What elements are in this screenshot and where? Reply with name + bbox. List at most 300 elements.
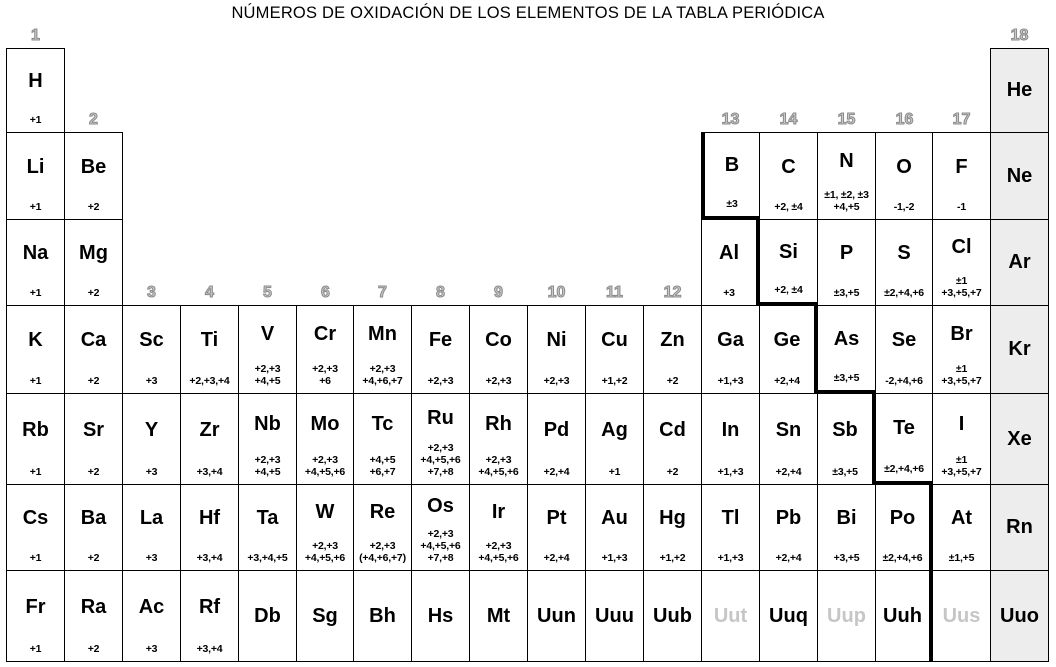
element-cell-mt <box>469 570 528 662</box>
element-cell-pb <box>759 484 818 571</box>
group-label-16: 16 <box>895 111 914 128</box>
oxidation-line: +2,+4 <box>543 466 570 478</box>
oxidation-line: +3,+4,+5 <box>247 552 288 564</box>
oxidation-line: +4,+5,+6 <box>420 540 461 552</box>
oxidation-states <box>776 466 802 484</box>
element-symbol: Db <box>254 604 281 627</box>
oxidation-states <box>478 454 518 484</box>
oxidation-states <box>894 201 915 219</box>
element-cell-ag <box>585 393 644 485</box>
oxidation-line: +1,+3 <box>717 552 744 564</box>
oxidation-states <box>478 540 518 570</box>
oxidation-states <box>667 466 679 484</box>
element-cell-zr <box>180 393 239 485</box>
element-cell-c <box>759 132 818 220</box>
oxidation-states <box>884 463 924 481</box>
oxidation-states <box>146 375 158 393</box>
element-cell-uup <box>817 570 876 662</box>
element-cell-ac <box>122 570 181 662</box>
element-symbol: I <box>958 412 965 435</box>
element-symbol: Cu <box>601 329 628 351</box>
group-label-10: 10 <box>547 284 566 301</box>
group-label-5: 5 <box>263 284 272 301</box>
element-cell-ni <box>527 305 586 394</box>
oxidation-states <box>428 375 454 393</box>
oxidation-line: +1 <box>608 466 621 478</box>
oxidation-line: +1,+2 <box>659 552 686 564</box>
oxidation-line: +2,+4 <box>774 375 800 387</box>
oxidation-line: +2 <box>87 552 100 564</box>
element-symbol: Uuh <box>883 604 922 627</box>
oxidation-line: +2,+3 <box>312 363 338 375</box>
oxidation-states <box>420 442 460 484</box>
oxidation-states <box>885 375 923 393</box>
element-symbol: Sr <box>82 418 105 441</box>
element-symbol: O <box>896 155 912 178</box>
element-symbol: Uuo <box>1000 604 1039 627</box>
element-cell-uuo <box>990 570 1049 662</box>
element-symbol: Zn <box>660 329 685 351</box>
oxidation-states <box>146 466 158 484</box>
element-cell-be <box>64 132 123 220</box>
oxidation-line: +1,+3 <box>601 552 628 564</box>
oxidation-line: (+4,+6,+7) <box>359 552 406 564</box>
oxidation-states <box>834 372 860 390</box>
oxidation-states <box>30 552 42 570</box>
element-cell-re <box>353 484 412 571</box>
element-cell-al <box>701 219 760 306</box>
oxidation-line: +2 <box>87 287 100 299</box>
oxidation-line: +1,+3 <box>717 375 744 387</box>
oxidation-line: +2 <box>87 375 100 387</box>
element-symbol: Cs <box>22 507 49 529</box>
oxidation-line: +4,+5,+6 <box>478 552 519 564</box>
oxidation-states <box>832 466 858 484</box>
element-symbol: Na <box>22 242 49 264</box>
element-symbol: Ra <box>80 595 107 618</box>
element-symbol: Uut <box>713 604 748 627</box>
oxidation-line: +2,+3 <box>543 375 570 387</box>
oxidation-line: +2,+3 <box>427 528 454 540</box>
group-label-9: 9 <box>494 284 503 301</box>
element-symbol: Co <box>485 329 512 351</box>
group-label-3: 3 <box>147 284 156 301</box>
element-cell-i <box>932 393 991 485</box>
element-symbol: Ne <box>1006 164 1033 187</box>
element-cell-tl <box>701 484 760 571</box>
element-symbol: C <box>781 155 796 178</box>
oxidation-states <box>88 643 100 661</box>
element-cell-hf <box>180 484 239 571</box>
element-symbol: Nb <box>254 412 281 435</box>
oxidation-line: ±1 <box>955 275 968 287</box>
oxidation-states <box>30 466 42 484</box>
element-cell-mn <box>353 305 412 394</box>
element-cell-as <box>817 305 876 394</box>
oxidation-line: -1,-2 <box>893 201 915 213</box>
element-symbol: W <box>315 501 335 523</box>
element-symbol: La <box>139 507 164 529</box>
oxidation-states <box>718 375 744 393</box>
element-symbol: Zr <box>199 418 220 441</box>
oxidation-states <box>544 375 570 393</box>
group-label-13: 13 <box>721 111 740 128</box>
oxidation-line: +2,+3 <box>369 540 396 552</box>
element-symbol: Fe <box>428 329 453 351</box>
oxidation-line: +2,+4 <box>543 552 570 564</box>
oxidation-line: +2 <box>87 201 100 213</box>
element-symbol: Pb <box>775 507 802 529</box>
element-cell-cu <box>585 305 644 394</box>
element-cell-bh <box>353 570 412 662</box>
element-cell-v <box>238 305 297 394</box>
oxidation-line: +4,+5,+6 <box>304 466 346 478</box>
element-symbol: Fr <box>25 595 46 618</box>
element-cell-at <box>932 484 991 571</box>
element-symbol: B <box>724 154 740 176</box>
element-cell-rn <box>990 484 1049 571</box>
group-label-4: 4 <box>205 284 214 301</box>
group-label-15: 15 <box>837 111 856 128</box>
oxidation-line: -2,+4,+6 <box>885 375 923 387</box>
oxidation-states <box>305 454 345 484</box>
oxidation-line: +2,+3 <box>485 540 512 552</box>
oxidation-line: +7,+8 <box>427 466 454 478</box>
element-cell-rb <box>6 393 65 485</box>
oxidation-line: +2,+4 <box>775 552 802 564</box>
oxidation-line: +2,+3 <box>254 454 281 466</box>
element-symbol: Pd <box>543 418 570 441</box>
oxidation-line: +4,+5 <box>254 466 281 478</box>
element-cell-ge <box>759 305 818 394</box>
element-cell-p <box>817 219 876 306</box>
oxidation-line: +3,+4 <box>196 643 223 655</box>
element-symbol: Hf <box>198 507 221 529</box>
oxidation-states <box>359 540 406 570</box>
element-cell-uus <box>932 570 991 662</box>
element-cell-uuu <box>585 570 644 662</box>
oxidation-line: ±1,+5 <box>948 552 975 564</box>
element-cell-k <box>6 305 65 394</box>
element-cell-sc <box>122 305 181 394</box>
element-cell-cr <box>296 305 354 394</box>
element-cell-h <box>6 48 65 133</box>
oxidation-line: +2,+3 <box>312 454 338 466</box>
element-symbol: Uun <box>537 604 576 627</box>
group-label-1: 1 <box>31 27 40 44</box>
oxidation-states <box>88 552 100 570</box>
element-cell-n <box>817 132 876 220</box>
oxidation-line: +3,+4 <box>196 552 223 564</box>
oxidation-line: +4,+5 <box>833 201 860 213</box>
element-cell-f <box>932 132 991 220</box>
element-symbol: Rn <box>1006 516 1033 538</box>
element-cell-na <box>6 219 65 306</box>
element-symbol: He <box>1006 79 1033 101</box>
element-symbol: Re <box>369 501 396 523</box>
element-cell-si <box>759 219 818 306</box>
oxidation-states <box>88 466 100 484</box>
element-symbol: Br <box>950 323 973 345</box>
oxidation-states <box>362 363 402 393</box>
group-label-18: 18 <box>1010 27 1029 44</box>
oxidation-line: +3,+5,+7 <box>941 466 982 478</box>
oxidation-line: ±1 <box>955 363 968 375</box>
oxidation-line: ±3 <box>726 198 738 210</box>
oxidation-states <box>834 552 860 570</box>
page-title: NÚMEROS DE OXIDACIÓN DE LOS ELEMENTOS DE LA TABLA PERIÓDICA <box>231 4 825 22</box>
element-cell-nb <box>238 393 297 485</box>
oxidation-states <box>146 643 158 661</box>
oxidation-states <box>30 643 42 661</box>
element-symbol: Tl <box>721 507 740 529</box>
oxidation-states <box>544 552 570 570</box>
element-symbol: Uus <box>942 604 981 627</box>
oxidation-line: ±3,+5 <box>833 372 860 384</box>
element-symbol: Ac <box>138 595 165 618</box>
element-symbol: V <box>260 323 275 345</box>
element-cell-w <box>296 484 354 571</box>
element-symbol: Tc <box>371 412 394 435</box>
element-cell-o <box>875 132 933 220</box>
element-cell-la <box>122 484 181 571</box>
oxidation-line: +2,+3 <box>254 363 281 375</box>
element-symbol: Uuu <box>595 604 634 627</box>
oxidation-line: +6,+7 <box>369 466 396 478</box>
oxidation-line: +3,+5,+7 <box>941 375 982 387</box>
element-symbol: Mt <box>486 604 511 627</box>
oxidation-line: +4,+6,+7 <box>362 375 403 387</box>
oxidation-states <box>544 466 570 484</box>
element-symbol: F <box>955 155 968 178</box>
oxidation-line: +2,+4 <box>775 466 802 478</box>
element-symbol: Uup <box>827 604 866 627</box>
element-cell-po <box>875 484 933 571</box>
oxidation-line: +2 <box>666 466 679 478</box>
oxidation-states <box>718 552 744 570</box>
oxidation-line: ±2,+4,+6 <box>882 552 923 564</box>
element-symbol: Bi <box>836 507 857 529</box>
group-label-12: 12 <box>663 284 682 301</box>
oxidation-states <box>370 454 396 484</box>
element-cell-pt <box>527 484 586 571</box>
oxidation-states <box>30 287 42 305</box>
oxidation-states <box>723 287 735 305</box>
element-cell-db <box>238 570 297 662</box>
element-symbol: Cl <box>951 236 972 258</box>
element-cell-fe <box>411 305 470 394</box>
element-symbol: Cd <box>659 418 686 441</box>
group-label-8: 8 <box>436 284 445 301</box>
oxidation-line: +2,+3 <box>485 454 512 466</box>
group-label-17: 17 <box>952 111 971 128</box>
oxidation-states <box>255 454 281 484</box>
element-cell-uuq <box>759 570 818 662</box>
element-cell-ar <box>990 219 1049 306</box>
element-symbol: In <box>721 418 740 441</box>
oxidation-states <box>774 201 802 219</box>
element-cell-ta <box>238 484 297 571</box>
oxidation-line: +2, ±4 <box>774 284 803 296</box>
element-cell-sb <box>817 393 876 485</box>
oxidation-states <box>718 466 744 484</box>
element-symbol: Ag <box>601 418 628 441</box>
element-cell-ti <box>180 305 239 394</box>
element-cell-hg <box>643 484 702 571</box>
group-label-11: 11 <box>606 284 623 301</box>
element-cell-br <box>932 305 991 394</box>
element-symbol: Sn <box>775 418 802 441</box>
element-cell-mo <box>296 393 354 485</box>
oxidation-states <box>486 375 512 393</box>
oxidation-line: ±3,+5 <box>832 466 858 478</box>
oxidation-line: +2,+3 <box>427 375 454 387</box>
oxidation-line: +1 <box>29 287 42 299</box>
oxidation-line: +6 <box>319 375 331 387</box>
element-symbol: Ir <box>491 501 506 523</box>
element-symbol: P <box>839 242 854 264</box>
element-symbol: Cr <box>313 323 337 345</box>
oxidation-states <box>312 363 338 393</box>
oxidation-states <box>667 375 679 393</box>
oxidation-states <box>197 643 223 661</box>
element-cell-he <box>990 48 1049 133</box>
element-symbol: Ge <box>773 329 801 351</box>
oxidation-states <box>957 201 966 219</box>
element-symbol: At <box>950 507 973 529</box>
element-symbol: Se <box>891 329 917 351</box>
element-symbol: Uub <box>653 604 692 627</box>
element-symbol: Te <box>893 417 915 439</box>
oxidation-states <box>255 363 281 393</box>
oxidation-states <box>941 363 981 393</box>
element-cell-ru <box>411 393 470 485</box>
oxidation-line: ±3,+5 <box>833 287 860 299</box>
group-label-2: 2 <box>89 111 98 128</box>
element-symbol: Ga <box>717 329 744 351</box>
element-symbol: Ba <box>80 507 107 529</box>
oxidation-states <box>949 552 975 570</box>
element-symbol: S <box>897 242 911 264</box>
element-cell-in <box>701 393 760 485</box>
oxidation-states <box>884 287 924 305</box>
oxidation-states <box>602 375 628 393</box>
element-cell-kr <box>990 305 1049 394</box>
oxidation-line: +2 <box>87 643 100 655</box>
oxidation-line: +2 <box>666 375 679 387</box>
oxidation-line: +3 <box>723 287 735 299</box>
oxidation-line: +3,+4 <box>196 466 223 478</box>
element-symbol: Li <box>26 155 45 178</box>
oxidation-line: +1,+3 <box>717 466 744 478</box>
oxidation-line: +2,+3 <box>369 363 396 375</box>
element-symbol: Ti <box>200 329 219 351</box>
element-cell-uun <box>527 570 586 662</box>
oxidation-line: +2,+3 <box>427 442 454 454</box>
element-cell-zn <box>643 305 702 394</box>
oxidation-states <box>774 284 802 302</box>
oxidation-line: ±2,+4,+6 <box>884 287 924 299</box>
oxidation-line: +1 <box>29 466 42 478</box>
element-symbol: Hg <box>659 507 686 529</box>
element-cell-co <box>469 305 528 394</box>
element-cell-sr <box>64 393 123 485</box>
oxidation-states <box>30 114 42 132</box>
oxidation-line: +3,+5 <box>833 552 860 564</box>
oxidation-line: +4,+5,+6 <box>420 454 461 466</box>
element-symbol: Ni <box>546 329 567 351</box>
oxidation-states <box>609 466 621 484</box>
element-symbol: Pt <box>546 507 567 529</box>
element-symbol: Rh <box>485 412 512 435</box>
element-cell-rh <box>469 393 528 485</box>
oxidation-line: +3 <box>145 643 158 655</box>
element-cell-se <box>875 305 933 394</box>
oxidation-line: +2, ±4 <box>774 201 803 213</box>
element-symbol: N <box>839 149 854 172</box>
element-symbol: H <box>28 70 43 92</box>
element-cell-cs <box>6 484 65 571</box>
element-symbol: Mn <box>368 323 397 345</box>
oxidation-line: +3 <box>145 375 158 387</box>
element-cell-s <box>875 219 933 306</box>
oxidation-states <box>88 287 100 305</box>
oxidation-states <box>660 552 686 570</box>
element-symbol: K <box>28 329 43 351</box>
oxidation-line: +4,+5 <box>254 375 281 387</box>
element-symbol: Kr <box>1008 338 1031 360</box>
element-symbol: Os <box>427 495 454 517</box>
oxidation-line: -1 <box>957 201 966 213</box>
oxidation-states <box>189 375 229 393</box>
oxidation-line: +3 <box>145 552 158 564</box>
oxidation-states <box>602 552 628 570</box>
oxidation-line: +7,+8 <box>427 552 454 564</box>
group-label-7: 7 <box>378 284 387 301</box>
element-cell-fr <box>6 570 65 662</box>
group-label-6: 6 <box>321 284 330 301</box>
oxidation-states <box>305 540 345 570</box>
oxidation-states <box>247 552 287 570</box>
element-symbol: Hs <box>427 604 454 627</box>
oxidation-line: +1,+2 <box>601 375 628 387</box>
element-cell-au <box>585 484 644 571</box>
oxidation-line: +1 <box>29 643 42 655</box>
element-cell-cd <box>643 393 702 485</box>
element-cell-y <box>122 393 181 485</box>
element-symbol: Ta <box>256 507 279 529</box>
oxidation-states <box>941 275 981 305</box>
element-cell-tc <box>353 393 412 485</box>
element-cell-ba <box>64 484 123 571</box>
element-symbol: Xe <box>1007 427 1032 450</box>
element-symbol: As <box>833 327 860 350</box>
oxidation-states <box>776 552 802 570</box>
oxidation-line: +3 <box>145 466 158 478</box>
element-symbol: Po <box>889 507 916 529</box>
element-cell-uut <box>701 570 760 662</box>
element-symbol: Si <box>779 240 798 263</box>
element-cell-sg <box>296 570 354 662</box>
group-label-14: 14 <box>779 111 798 128</box>
element-cell-ra <box>64 570 123 662</box>
element-symbol: Rb <box>22 418 49 441</box>
element-symbol: Bh <box>369 604 396 627</box>
element-symbol: Ru <box>427 406 454 429</box>
element-cell-ca <box>64 305 123 394</box>
element-cell-sn <box>759 393 818 485</box>
oxidation-line: ±1, ±2, ±3 <box>824 189 869 201</box>
